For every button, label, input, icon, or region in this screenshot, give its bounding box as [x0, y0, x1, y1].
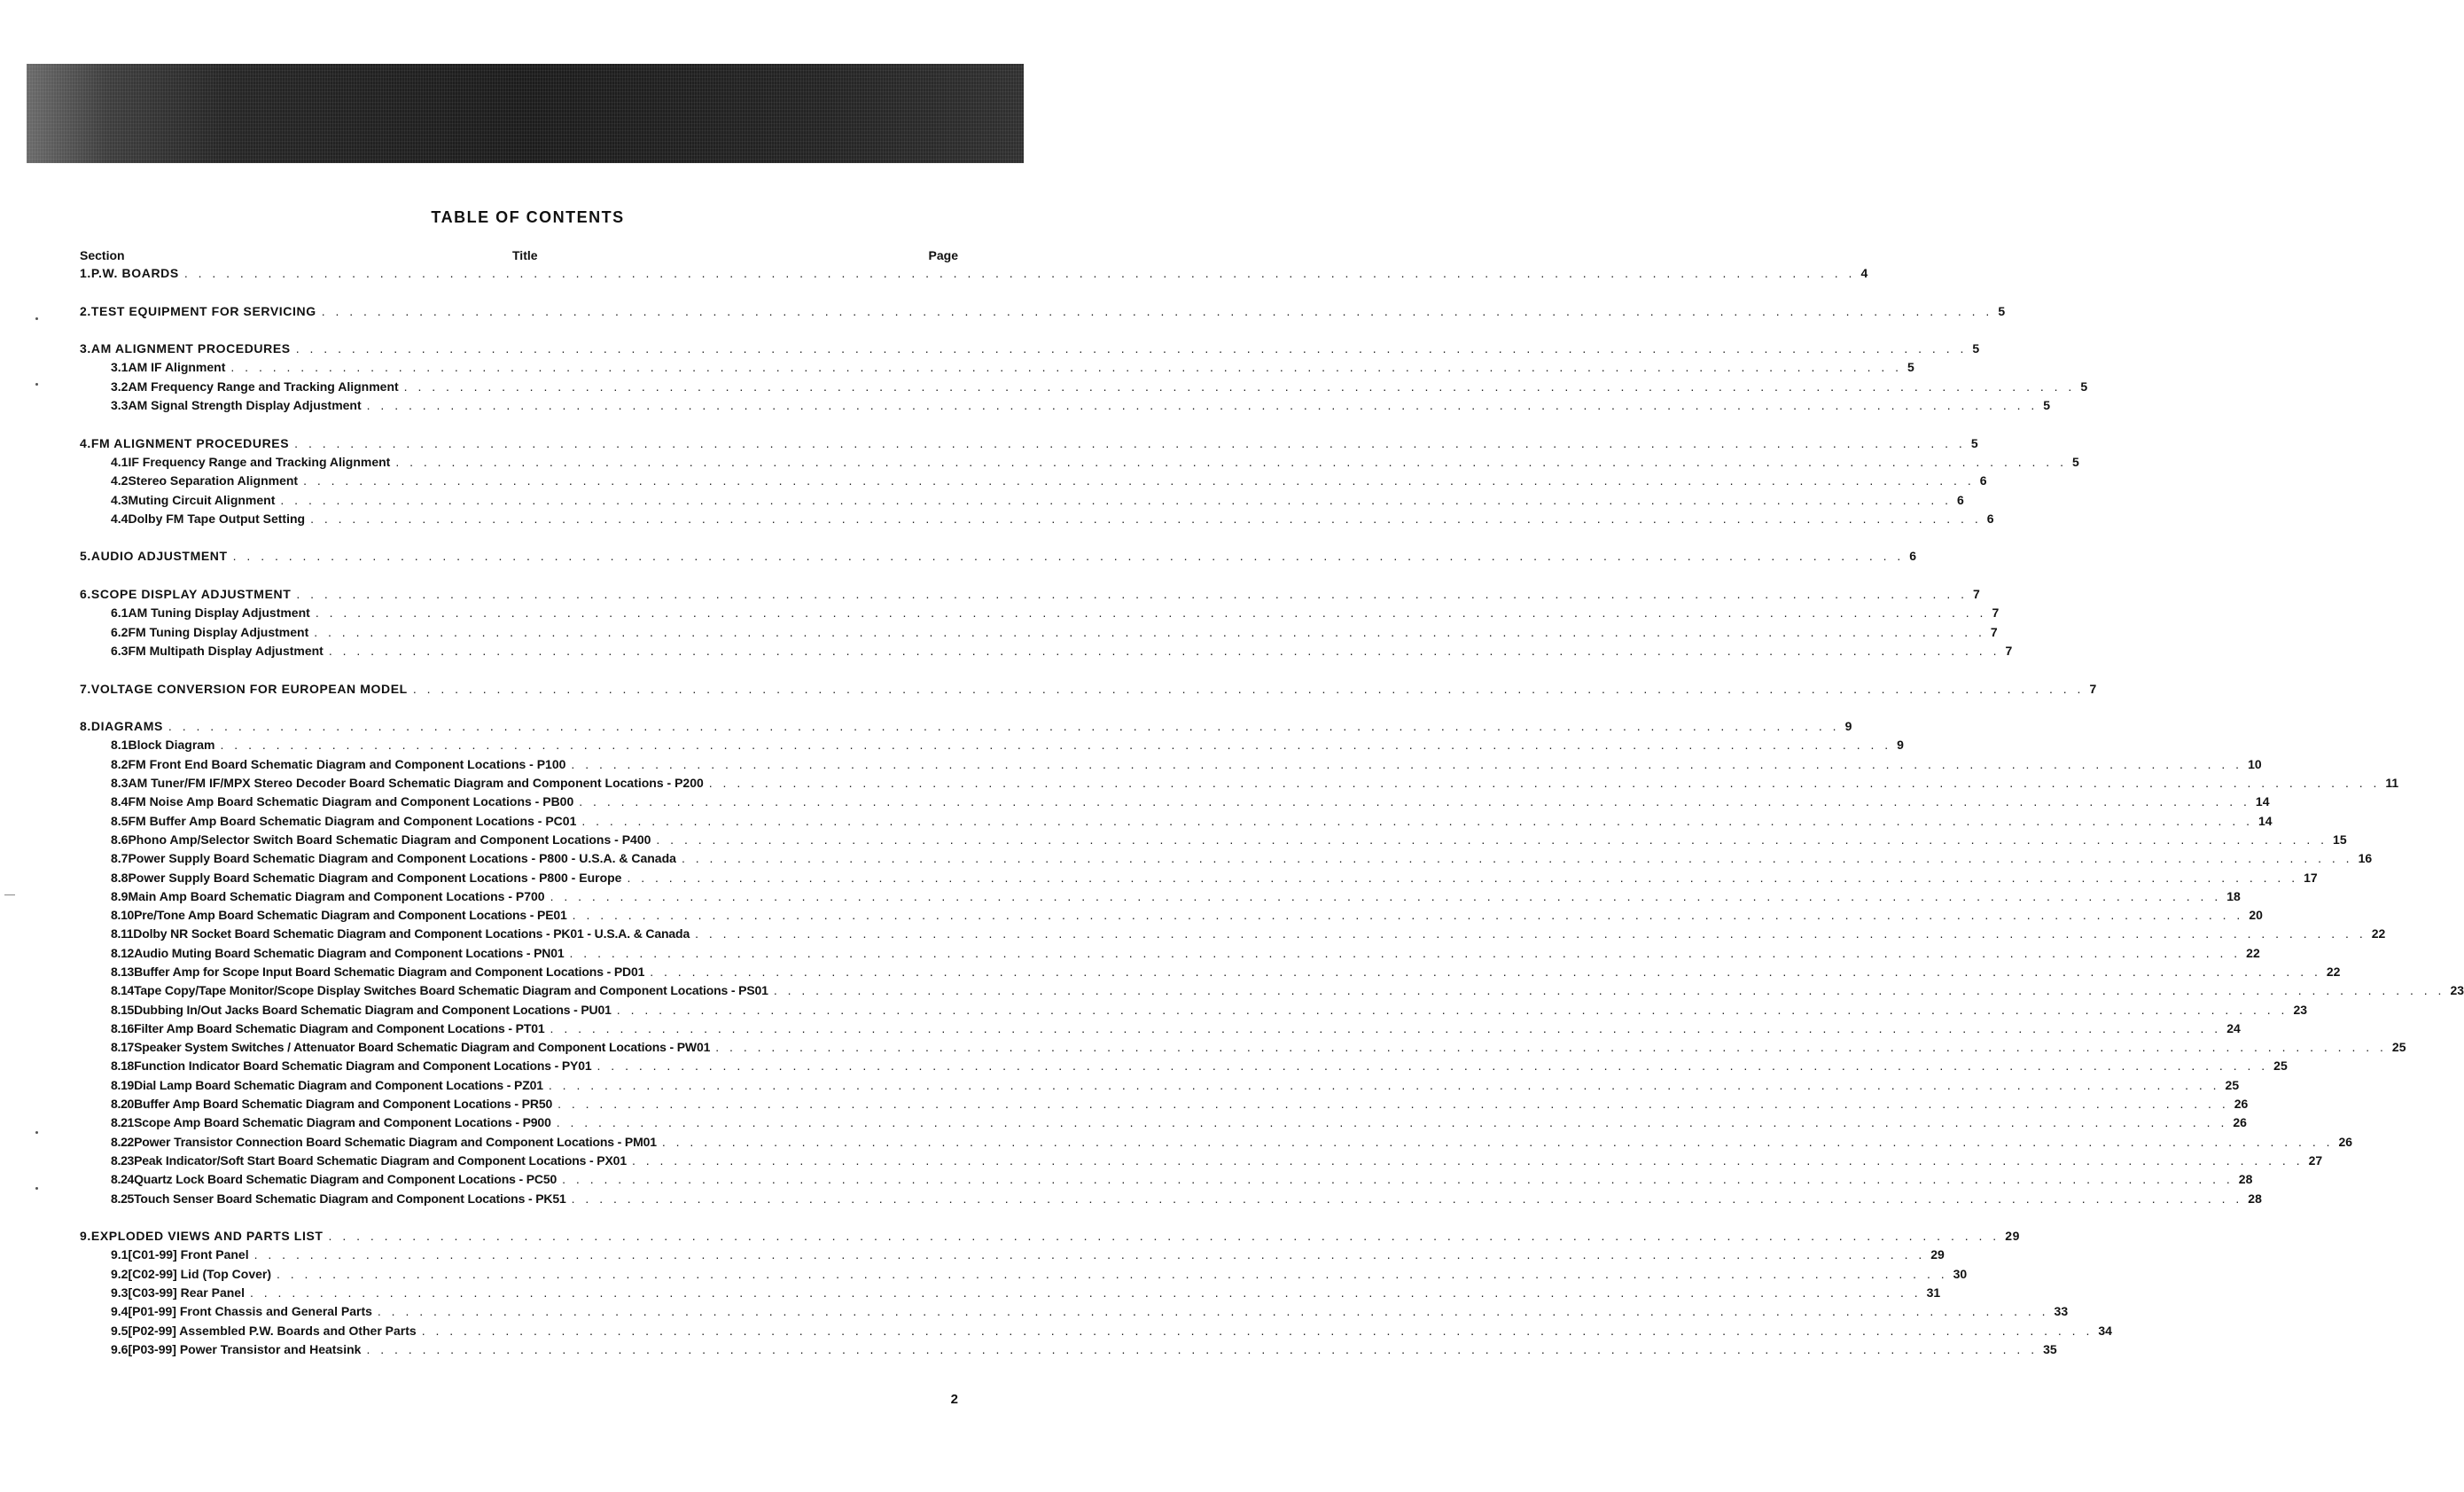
toc-entry-title: Tape Copy/Tape Monitor/Scope Display Switches Board Schematic Diagram and Component Locations - PS01: [134, 983, 768, 998]
toc-entry-title: Muting Circuit Alignment: [128, 492, 276, 507]
toc-entry-title: Main Amp Board Schematic Diagram and Component Locations - P700: [128, 888, 545, 903]
toc-entry: [0, 1040, 2406, 1058]
toc-entry: [0, 681, 2097, 700]
leader-dots: [366, 1342, 2038, 1356]
toc-entry-number: 6.2: [111, 624, 129, 639]
toc-entry-page: 11: [2385, 776, 2399, 791]
toc-entry-number: 2.: [80, 303, 91, 318]
toc-entry: [0, 776, 2399, 794]
toc-entry-number: 8.10: [111, 908, 135, 923]
toc-entry-page: 7: [2089, 681, 2097, 696]
toc-entry-page: 5: [2080, 379, 2088, 394]
leader-dots: [573, 908, 2244, 922]
toc-entry: [0, 794, 2270, 813]
toc-entry-number: 6.: [80, 587, 91, 602]
toc-entry: [0, 1191, 2262, 1210]
leader-dots: [314, 625, 1985, 639]
toc-entry-title: Filter Amp Board Schematic Diagram and Component Locations - PT01: [134, 1020, 545, 1035]
leader-dots: [581, 814, 2253, 828]
leader-dots: [550, 1021, 2222, 1035]
toc-entry: [0, 1323, 2112, 1342]
toc-entry: [0, 492, 1964, 512]
toc-entry-number: 6.3: [111, 643, 129, 658]
leader-dots: [294, 436, 1966, 450]
leader-dots: [597, 1058, 2269, 1073]
toc-entry-number: 8.2: [111, 756, 129, 771]
toc-entry: [0, 454, 2079, 473]
toc-entry: [0, 1266, 1968, 1285]
toc-entry: [0, 360, 1914, 379]
toc-entry-page: 35: [2043, 1341, 2057, 1356]
toc-entry-title: P.W. BOARDS: [90, 266, 179, 280]
toc-entry-page: 28: [2238, 1172, 2253, 1187]
toc-entry-page: 26: [2234, 1097, 2249, 1112]
header-banner: [27, 64, 1024, 163]
toc-entry-number: 8.16: [111, 1020, 135, 1035]
toc-entry-page: 7: [1990, 624, 1998, 639]
scan-speck: [35, 1131, 38, 1134]
toc-entry: [0, 1229, 2020, 1247]
toc-entry-page: 22: [2246, 945, 2260, 960]
toc-entry-title: [P01-99] Front Chassis and General Parts: [128, 1304, 372, 1319]
toc-entry-page: 17: [2304, 870, 2318, 885]
toc-entry-title: [C01-99] Front Panel: [128, 1247, 249, 1262]
toc-entry-title: Dial Lamp Board Schematic Diagram and Component Locations - PZ01: [134, 1077, 543, 1092]
toc-entry-page: 5: [2043, 398, 2051, 413]
toc-entry-number: 8.13: [111, 964, 135, 979]
page-number: 2: [950, 1392, 958, 1407]
toc-entry-page: 30: [1953, 1266, 1968, 1281]
toc-entry-title: DIAGRAMS: [90, 719, 163, 734]
leader-dots: [254, 1247, 1926, 1262]
toc-entry: [0, 549, 1917, 567]
toc-entry: [0, 888, 2241, 908]
toc-entry-page: 5: [1907, 360, 1914, 375]
leader-dots: [322, 304, 1993, 318]
leader-dots: [168, 719, 1840, 733]
leader-dots: [682, 851, 2353, 865]
toc-entry: [0, 341, 1980, 360]
toc-entry-title: AM Signal Strength Display Adjustment: [128, 398, 362, 413]
leader-dots: [774, 983, 2445, 997]
leader-dots: [422, 1324, 2094, 1338]
leader-dots: [221, 738, 1892, 752]
toc-entry-page: 34: [2098, 1323, 2112, 1338]
leader-dots: [184, 266, 1856, 280]
leader-dots: [303, 473, 1975, 488]
leader-dots: [632, 1153, 2304, 1168]
toc-entry: [0, 587, 1981, 605]
toc-entry-number: 8.20: [111, 1097, 135, 1112]
leader-dots: [329, 1229, 2000, 1243]
toc-entry: [0, 926, 2386, 945]
toc-entry-page: 4: [1860, 266, 1868, 280]
toc-entry: [0, 435, 1979, 455]
toc-entry-page: 26: [2233, 1115, 2247, 1130]
toc-entry-page: 5: [1998, 303, 2006, 318]
toc-entry-title: [C02-99] Lid (Top Cover): [128, 1266, 271, 1281]
toc-entry: [0, 398, 2051, 417]
toc-entry-number: 8.21: [111, 1115, 135, 1130]
toc-entry-page: 22: [2371, 926, 2386, 941]
toc-entry: [0, 266, 1868, 285]
toc-entry-number: 4.2: [111, 473, 129, 488]
toc-entry-page: 29: [1930, 1247, 1945, 1262]
leader-dots: [572, 1191, 2243, 1206]
leader-dots: [709, 776, 2381, 790]
toc-entry-number: 8.7: [111, 851, 129, 866]
toc-entry-number: 3.: [80, 341, 91, 356]
toc-entry-number: 9.: [80, 1229, 91, 1244]
toc-entry-page: 7: [2005, 643, 2013, 658]
leader-dots: [329, 644, 2000, 658]
toc-entry-number: 8.25: [111, 1191, 135, 1206]
toc-entry-title: Buffer Amp Board Schematic Diagram and Component Locations - PR50: [134, 1097, 553, 1112]
toc-entry: [0, 851, 2373, 870]
toc-entry-page: 14: [2255, 794, 2270, 809]
toc-entry-title: Power Supply Board Schematic Diagram and Component Locations - P800 - U.S.A. & Canada: [128, 851, 676, 866]
toc-entry-number: 8.6: [111, 832, 129, 847]
toc-entry-number: 8.5: [111, 813, 129, 828]
scan-speck: [35, 383, 38, 386]
toc-entry-page: 26: [2338, 1134, 2353, 1149]
toc-entry-page: 7: [1992, 605, 2000, 621]
toc-entry-number: 3.2: [111, 379, 129, 394]
leader-dots: [296, 587, 1968, 601]
leader-dots: [550, 889, 2222, 903]
toc-entry: [0, 1152, 2323, 1172]
toc-entry-page: 6: [1986, 511, 1994, 526]
toc-entry-number: 7.: [80, 681, 91, 696]
scan-speck: [35, 1187, 38, 1190]
toc-entry: [0, 756, 2262, 776]
toc-entry-title: Power Supply Board Schematic Diagram and Component Locations - P800 - Europe: [128, 870, 622, 885]
toc-entry-number: 8.22: [111, 1134, 135, 1149]
toc-entry-page: 23: [2293, 1002, 2308, 1017]
toc-entry-page: 24: [2226, 1020, 2241, 1035]
toc-entry: [0, 1002, 2308, 1021]
toc-entry-title: Function Indicator Board Schematic Diagram and Component Locations - PY01: [134, 1058, 592, 1074]
toc-entry-title: Peak Indicator/Soft Start Board Schematic Diagram and Component Locations - PX01: [134, 1152, 627, 1168]
toc-entry-number: 8.12: [111, 945, 135, 960]
toc-entry-page: 5: [2071, 454, 2079, 469]
toc-entry: [0, 1020, 2241, 1040]
toc-entry-title: TEST EQUIPMENT FOR SERVICING: [90, 303, 316, 318]
toc-entry: [0, 643, 2013, 662]
toc-entry-number: 8.15: [111, 1002, 135, 1017]
toc-entry-page: 22: [2326, 964, 2341, 979]
toc-entry-title: Speaker System Switches / Attenuator Board Schematic Diagram and Component Locations - PW01: [134, 1040, 711, 1055]
toc-entry-page: 7: [1973, 587, 1981, 602]
toc-entry-page: 5: [1972, 341, 1980, 356]
toc-entry-page: 6: [1957, 492, 1964, 507]
toc-entry-number: 8.1: [111, 738, 129, 753]
toc-entry: [0, 832, 2347, 851]
toc-entry-number: 8.24: [111, 1172, 135, 1187]
toc-entry-number: 8.9: [111, 888, 129, 903]
toc-entry: [0, 303, 2006, 323]
toc-entry: [0, 964, 2341, 983]
leader-dots: [277, 1267, 1948, 1281]
toc-entry-title: [C03-99] Rear Panel: [128, 1285, 245, 1301]
toc-entry-title: SCOPE DISPLAY ADJUSTMENT: [90, 587, 292, 602]
toc-entry: [0, 1304, 2069, 1323]
toc-entry-number: 8.23: [111, 1152, 135, 1168]
toc-entry: [0, 870, 2318, 889]
leader-dots: [558, 1097, 2229, 1111]
scan-speck: [35, 317, 38, 320]
toc-entry-number: 4.4: [111, 511, 129, 526]
toc-entry-title: [P03-99] Power Transistor and Heatsink: [128, 1341, 362, 1356]
leader-dots: [296, 341, 1968, 355]
leader-dots: [280, 493, 1952, 507]
toc-entry: [0, 1097, 2249, 1115]
toc-entry-title: AM Tuner/FM IF/MPX Stereo Decoder Board Schematic Diagram and Component Locations - P200: [128, 776, 704, 791]
leader-dots: [662, 1135, 2334, 1149]
toc-entry: [0, 1172, 2253, 1191]
leader-dots: [571, 757, 2242, 771]
toc-entry-title: [P02-99] Assembled P.W. Boards and Other Parts: [128, 1323, 417, 1338]
toc-entry-title: AM Frequency Range and Tracking Alignment: [128, 379, 399, 394]
toc-entry-number: 8.14: [111, 983, 135, 998]
toc-entry-title: Stereo Separation Alignment: [128, 473, 299, 488]
toc-entry-number: 4.3: [111, 492, 129, 507]
toc-entry-number: 5.: [80, 549, 91, 564]
toc-entry-number: 8.11: [111, 926, 134, 941]
toc-entry-title: VOLTAGE CONVERSION FOR EUROPEAN MODEL: [90, 681, 408, 696]
toc-entry-title: AUDIO ADJUSTMENT: [90, 549, 228, 564]
toc-entry: [0, 379, 2088, 398]
leader-dots: [656, 832, 2328, 847]
leader-dots: [413, 682, 2085, 696]
leader-dots: [650, 965, 2321, 979]
toc-entry-number: 6.1: [111, 605, 129, 621]
toc-entry-page: 6: [1979, 473, 1987, 488]
toc-entry-title: IF Frequency Range and Tracking Alignment: [128, 454, 391, 469]
leader-dots: [250, 1285, 1922, 1300]
toc-entry-number: 8.17: [111, 1040, 135, 1055]
toc-entry: [0, 511, 1994, 530]
margin-mark: [4, 894, 15, 895]
toc-entry: [0, 1134, 2353, 1153]
toc-entry-number: 9.3: [111, 1285, 129, 1301]
toc-entry-title: Pre/Tone Amp Board Schematic Diagram and Component Locations - PE01: [134, 908, 567, 923]
toc-entry-title: AM IF Alignment: [128, 360, 226, 375]
toc-entry-page: 28: [2248, 1191, 2262, 1206]
toc-entry-title: AM ALIGNMENT PROCEDURES: [90, 341, 291, 356]
toc-entry-page: 18: [2226, 888, 2241, 903]
toc-entry-title: EXPLODED VIEWS AND PARTS LIST: [90, 1229, 324, 1244]
toc-entry: [0, 1247, 1945, 1266]
toc-entry-page: 20: [2249, 908, 2263, 923]
toc-entry-page: 27: [2308, 1152, 2323, 1168]
leader-dots: [395, 455, 2067, 469]
toc-entry-page: 10: [2248, 756, 2262, 771]
toc-entry-title: Dolby FM Tape Output Setting: [128, 511, 306, 526]
toc-entry-title: FM Tuning Display Adjustment: [128, 624, 309, 639]
toc-entry-number: 3.1: [111, 360, 129, 375]
toc-entry: [0, 1115, 2247, 1134]
toc-entry-number: 8.8: [111, 870, 129, 885]
toc-entry-page: 9: [1897, 738, 1904, 753]
toc-entry-title: FM Buffer Amp Board Schematic Diagram and Component Locations - PC01: [128, 813, 577, 828]
toc-entry: [0, 738, 1904, 756]
toc-entry-title: Dubbing In/Out Jacks Board Schematic Diagram and Component Locations - PU01: [134, 1002, 612, 1017]
leader-dots: [570, 946, 2242, 960]
toc-entry-page: 9: [1844, 719, 1852, 734]
leader-dots: [715, 1040, 2387, 1054]
toc-entry-page: 16: [2358, 851, 2373, 866]
leader-dots: [695, 926, 2367, 941]
toc-entry: [0, 983, 2464, 1002]
toc-entry-page: 14: [2258, 813, 2273, 828]
toc-entry: [0, 945, 2260, 965]
toc-entry-number: 1.: [80, 266, 91, 280]
toc-entry-page: 25: [2391, 1040, 2406, 1055]
toc-entry: [0, 1285, 1941, 1304]
toc-entry-title: FM Multipath Display Adjustment: [128, 643, 324, 658]
toc-entry-title: FM ALIGNMENT PROCEDURES: [90, 435, 290, 450]
toc-entry: [0, 473, 1987, 492]
toc-entry-number: 8.18: [111, 1058, 135, 1074]
toc-entry-number: 4.: [80, 435, 91, 450]
leader-dots: [367, 398, 2039, 412]
leader-dots: [378, 1304, 2049, 1318]
leader-dots: [549, 1078, 2220, 1092]
toc-entry-number: 9.6: [111, 1341, 129, 1356]
toc-entry-page: 23: [2450, 983, 2464, 998]
leader-dots: [579, 794, 2250, 808]
toc-entry: [0, 719, 1852, 738]
leader-dots: [562, 1172, 2234, 1186]
toc-entry: [0, 605, 2000, 624]
toc-entry-page: 33: [2054, 1304, 2069, 1319]
leader-dots: [404, 379, 2076, 394]
page-title: TABLE OF CONTENTS: [431, 208, 625, 226]
toc-entry-number: 8.3: [111, 776, 129, 791]
toc-entry: [0, 908, 2263, 926]
leader-dots: [617, 1003, 2289, 1017]
toc-entry-title: FM Noise Amp Board Schematic Diagram and Component Locations - PB00: [128, 794, 574, 809]
toc-entry-title: Touch Senser Board Schematic Diagram and Component Locations - PK51: [134, 1191, 566, 1206]
toc-entry-title: Scope Amp Board Schematic Diagram and Component Locations - P900: [134, 1115, 551, 1130]
toc-entry-number: 8.: [80, 719, 91, 734]
toc-entry-title: FM Front End Board Schematic Diagram and Component Locations - P100: [128, 756, 566, 771]
leader-dots: [557, 1115, 2228, 1129]
column-header-page: Page: [928, 248, 958, 262]
toc-entry-title: AM Tuning Display Adjustment: [128, 605, 310, 621]
toc-entry-page: 25: [2225, 1077, 2240, 1092]
toc-entry-number: 8.4: [111, 794, 129, 809]
toc-entry-number: 9.1: [111, 1247, 129, 1262]
toc-entry-title: Dolby NR Socket Board Schematic Diagram and Component Locations - PK01 - U.S.A. & Canada: [133, 926, 690, 941]
leader-dots: [230, 360, 1902, 374]
toc-entry-page: 29: [2005, 1229, 2020, 1244]
toc-entry-page: 15: [2333, 832, 2347, 847]
toc-entry-number: 9.5: [111, 1323, 129, 1338]
toc-list: [0, 266, 2464, 1361]
toc-entry-page: 6: [1909, 549, 1917, 564]
toc-entry-number: 3.3: [111, 398, 129, 413]
column-header-section: Section: [80, 248, 125, 262]
toc-entry-number: 8.19: [111, 1077, 135, 1092]
toc-entry-title: Block Diagram: [128, 738, 215, 753]
toc-entry-number: 4.1: [111, 454, 129, 469]
toc-entry: [0, 1077, 2240, 1097]
toc-entry-number: 9.2: [111, 1266, 129, 1281]
leader-dots: [316, 605, 1987, 620]
toc-entry: [0, 813, 2273, 832]
toc-entry-title: Buffer Amp for Scope Input Board Schematic Diagram and Component Locations - PD01: [134, 964, 645, 979]
leader-dots: [627, 871, 2298, 885]
toc-entry-page: 5: [1970, 435, 1979, 450]
toc-entry: [0, 624, 1998, 644]
toc-entry: [0, 1058, 2288, 1077]
toc-entry-title: Audio Muting Board Schematic Diagram and Component Locations - PN01: [134, 945, 565, 960]
toc-entry-page: 25: [2273, 1058, 2288, 1074]
toc-entry-number: 9.4: [111, 1304, 129, 1319]
leader-dots: [233, 549, 1905, 563]
toc-entry-title: Quartz Lock Board Schematic Diagram and Component Locations - PC50: [134, 1172, 558, 1187]
column-header-title: Title: [512, 248, 538, 262]
leader-dots: [310, 512, 1982, 526]
toc-entry: [0, 1341, 2057, 1361]
toc-entry-title: Phono Amp/Selector Switch Board Schematic Diagram and Component Locations - P400: [128, 832, 651, 847]
toc-entry-page: 31: [1926, 1285, 1941, 1301]
toc-entry-title: Power Transistor Connection Board Schematic Diagram and Component Locations - PM01: [134, 1134, 657, 1149]
